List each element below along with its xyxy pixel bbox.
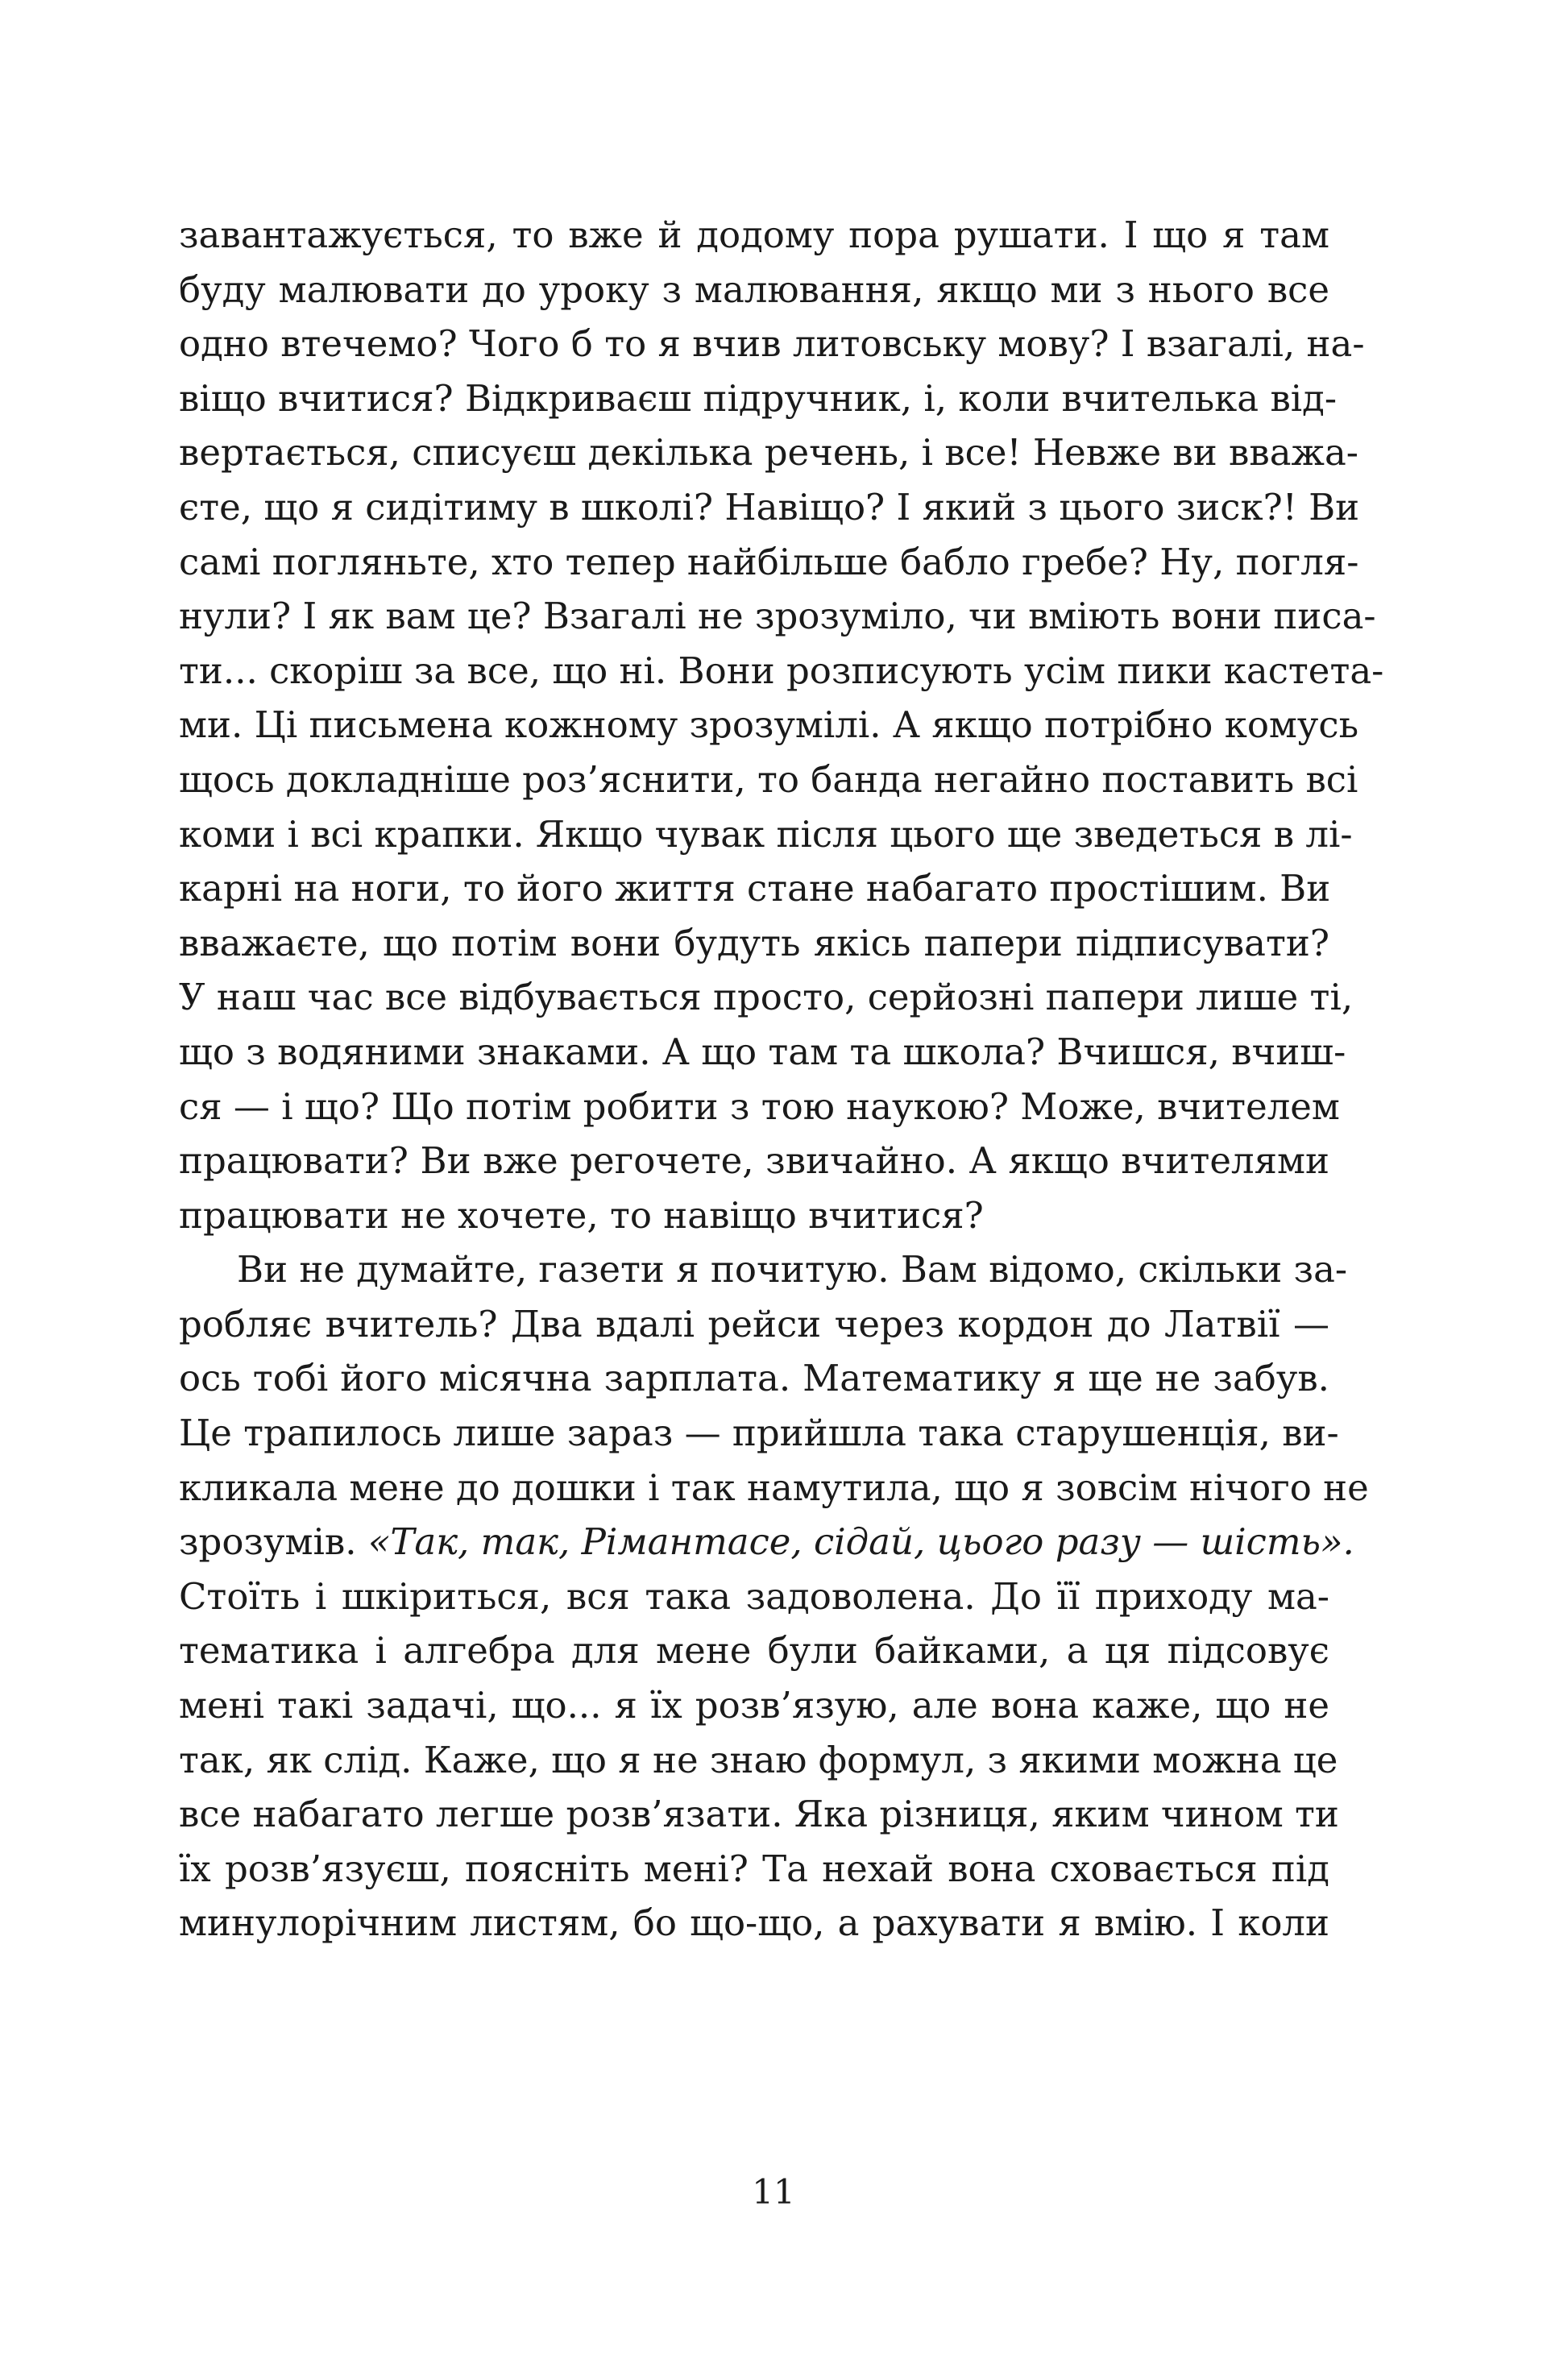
text-line: щось докладніше роз’яснити, то банда негайно поставить всі <box>179 757 1358 801</box>
text-line: вважаєте, що потім вони будуть якісь папери підписувати? <box>179 921 1329 964</box>
text-line: карні на ноги, то його життя стане набагато простішим. Ви <box>179 867 1331 910</box>
text-line: мені такі задачі, що... я їх розв’язую, але вона каже, що не <box>179 1684 1329 1727</box>
text-line: ми. Ці письмена кожному зрозумілі. А якщо потрібно комусь <box>179 703 1359 747</box>
text-line: ся — і що? Що потім робити з тою наукою? Може, вчителем <box>179 1084 1340 1128</box>
text-line: їх розв’язуєш, поясніть мені? Та нехай вона сховається під <box>179 1847 1329 1890</box>
text-line: завантажується, то вже й додому пора рушати. І що я там <box>179 214 1329 256</box>
text-line: вертається, списуєш декілька речень, і все! Невже ви вважа- <box>179 431 1358 475</box>
text-line: минулорічним листям, бо що-що, а рахувати я вмію. І коли <box>179 1901 1329 1945</box>
page-number: 11 <box>752 2172 795 2212</box>
text-line: ти... скоріш за все, що ні. Вони розписують усім пики кастета- <box>179 649 1384 692</box>
text-line: ось тобі його місячна зарплата. Математику я ще не забув. <box>179 1357 1329 1400</box>
text-line: Ви не думайте, газети я почитую. Вам відомо, скільки за- <box>237 1248 1348 1292</box>
text-line: нули? І як вам це? Взагалі не зрозуміло, чи вміють вони писа- <box>179 595 1376 638</box>
text-line: кликала мене до дошки і так намутила, що я зовсім нічого не <box>179 1466 1369 1509</box>
text-line: що з водяними знаками. А що там та школа? Вчишся, вчиш- <box>179 1030 1346 1073</box>
text-line: віщо вчитися? Відкриваєш підручник, і, коли вчителька від- <box>179 376 1338 420</box>
text-line: коми і всі крапки. Якщо чувак після цього ще зведеться в лі- <box>179 812 1353 856</box>
text-line: буду малювати до уроку з малювання, якщо ми з нього все <box>179 267 1329 311</box>
text-line: У наш час все відбувається просто, серйозні папери лише ті, <box>179 976 1354 1019</box>
text-line: Це трапилось лише зараз — прийшла така старушенція, ви- <box>179 1412 1339 1455</box>
text-line: робляє вчитель? Два вдалі рейси через кордон до Латвії — <box>179 1302 1329 1345</box>
italic-quote: «Так, так, Рімантасе, сідай, цього разу — шість». <box>367 1520 1354 1564</box>
text-line: самі погляньте, хто тепер найбільше бабло гребе? Ну, погля- <box>179 540 1359 583</box>
text-line: одно втечемо? Чого б то я вчив литовську мову? І взагалі, на- <box>179 322 1365 366</box>
body-text <box>179 208 1384 1951</box>
text-line-with-quote <box>179 1515 1354 1569</box>
text-line: все набагато легше розв’язати. Яка різниця, яким чином ти <box>179 1793 1339 1836</box>
text-fragment: зрозумів. <box>179 1520 357 1564</box>
text-line: працювати не хочете, то навіщо вчитися? <box>179 1193 984 1237</box>
text-line: Стоїть і шкіриться, вся така задоволена. До її приходу ма- <box>179 1574 1329 1618</box>
text-line: єте, що я сидітиму в школі? Навіщо? І який з цього зиск?! Ви <box>179 485 1360 529</box>
text-line: тематика і алгебра для мене були байками, а ця підсовує <box>179 1629 1329 1673</box>
text-line: працювати? Ви вже регочете, звичайно. А якщо вчителями <box>179 1139 1329 1183</box>
text-line: так, як слід. Каже, що я не знаю формул, з якими можна це <box>179 1738 1338 1781</box>
